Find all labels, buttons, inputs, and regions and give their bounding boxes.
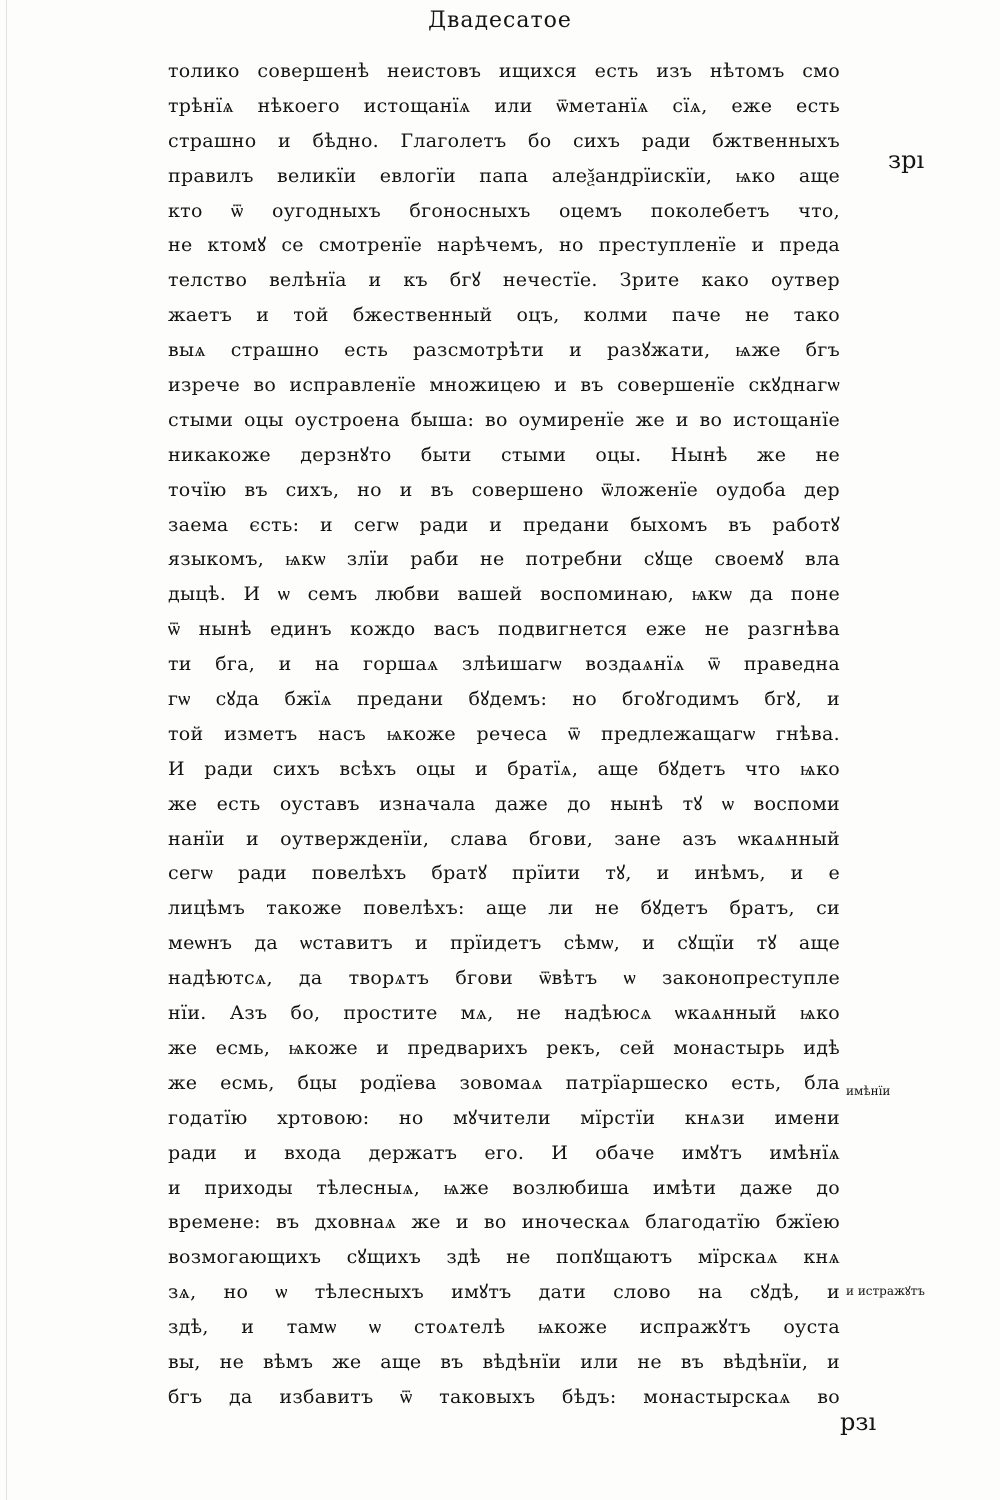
text-line: годатїю хртовою: но мꙋчители мїрстїи кнѧзи имени	[168, 1106, 840, 1129]
text-line: нїи. Азъ бо, простите мѧ, не надѣюсѧ ѡкаѧнный ѩко	[168, 1002, 840, 1025]
page-edge-line	[6, 0, 7, 1500]
text-line: здѣ, и тамѡ ѡ стоѧтелѣ ѩкоже испражꙋтъ оуста	[168, 1316, 840, 1339]
text-line: выѧ страшно есть разсмотрѣти и разꙋжати, ѩже бгъ	[168, 339, 840, 362]
text-line: языкомъ, ѩкѡ злїи раби не потребни сꙋще своемꙋ вла	[168, 548, 840, 571]
marginal-folio-mark: зрı	[888, 146, 925, 174]
text-line: никакоже дерзнꙋто быти стыми оцы. Нынѣ же не	[168, 443, 840, 466]
marginal-note: имѣнїи	[846, 1084, 891, 1098]
text-line: лицѣмъ такоже повелѣхъ: аще ли не бꙋдетъ братъ, си	[168, 897, 840, 920]
text-line: и приходы тѣлесныѧ, ѩже возлюбиша имѣти даже до	[168, 1176, 840, 1199]
text-line: гѡ сꙋда бжїѧ предани бꙋдемъ: но бгоꙋгодимъ бгꙋ, и	[168, 688, 840, 711]
text-line: заема єсть: и сегѡ ради и предани быхомъ въ работꙋ	[168, 513, 840, 536]
text-line: же есть оуставъ изначала даже до нынѣ тꙋ ѡ воспоми	[168, 792, 840, 815]
text-line: изрече во исправленїе множицею и въ совершенїе скꙋднагѡ	[168, 374, 840, 397]
text-line: ѿ нынѣ единъ кождо васъ подвигнется еже не разгнѣва	[168, 618, 840, 641]
text-line: той изметъ насъ ѩкоже речеса ѿ предлежащагѡ гнѣва.	[168, 722, 840, 745]
text-line: нанїи и оутвержденїи, слава бгови, зане азъ ѡкаѧнный	[168, 827, 840, 850]
text-line: телство велѣнїа и къ бгꙋ нечестїе. Зрите како оутвер	[168, 269, 840, 292]
text-line: И ради сихъ всѣхъ оцы и братїѧ, аще бꙋдетъ что ѩко	[168, 757, 840, 780]
text-line: вы, не вѣмъ же аще въ вѣдѣнїи или не въ вѣдѣнїи, и	[168, 1350, 840, 1373]
marginal-note: и истражꙋтъ	[846, 1284, 925, 1298]
text-line: толико совершенѣ неистовъ ищихся есть изъ нѣтомъ смо	[168, 60, 840, 82]
text-line: сегѡ ради повелѣхъ братꙋ прїити тꙋ, и инѣмъ, и е	[168, 862, 840, 885]
text-line: трѣнїѧ нѣкоего истощанїѧ или ѿметанїѧ сїѧ, еже есть	[168, 94, 840, 117]
text-line: точїю въ сихъ, но и въ совершено ѿложенїе оудоба дер	[168, 478, 840, 501]
text-line: не ктомꙋ се смотренїе нарѣчемъ, но преступленїе и преда	[168, 234, 840, 257]
text-line: кто ѿ оугодныхъ бгоносныхъ оцемъ поколебетъ что,	[168, 199, 840, 222]
text-line: жаетъ и той бжественный оцъ, колми паче не тако	[168, 304, 840, 327]
text-line: возмогающихъ сꙋщихъ здѣ не попꙋщаютъ мїрскаѧ кнѧ	[168, 1246, 840, 1269]
text-line: стыми оцы оустроена быша: во оумиренїе же и во истощанїе	[168, 408, 840, 431]
text-line: надѣютсѧ, да творѧтъ бгови ѿвѣтъ ѡ законопреступле	[168, 967, 840, 990]
text-line: дыцѣ. И ѡ семъ любви вашей воспоминаю, ѩкѡ да поне	[168, 583, 840, 606]
page-number: рзı	[840, 1408, 877, 1436]
text-line: же есмь, бцы родїева зовомаѧ патрїаршеско есть, бла	[168, 1071, 840, 1094]
text-line: времене: въ дховнаѧ же и во иноческаѧ благодатїю бжїею	[168, 1211, 840, 1234]
running-head: Двадесатое	[428, 8, 572, 33]
text-line: ради и входа держатъ его. И обаче имꙋтъ имѣнїѧ	[168, 1141, 840, 1164]
body-text-block	[168, 54, 840, 1415]
text-line: ти бга, и на горшаѧ злѣишагѡ воздаѧнїѧ ѿ праведна	[168, 653, 840, 676]
text-line: правилъ великїи евлогїи папа алеѯандрїискїи, ѩко аще	[168, 164, 840, 187]
text-line: же есмь, ѩкоже и предварихъ рекъ, сей монастырь идѣ	[168, 1036, 840, 1059]
text-line: бгъ да избавитъ ѿ таковыхъ бѣдъ: монастырскаѧ во	[168, 1385, 840, 1408]
text-line: зѧ, но ѡ тѣлесныхъ имꙋтъ дати слово на сꙋдѣ, и	[168, 1281, 840, 1304]
text-line: страшно и бѣдно. Глаголетъ бо сихъ ради бжтвенныхъ	[168, 129, 840, 152]
text-line: меѡнъ да ѡставитъ и прїидетъ сѣмѡ, и сꙋщїи тꙋ аще	[168, 932, 840, 955]
